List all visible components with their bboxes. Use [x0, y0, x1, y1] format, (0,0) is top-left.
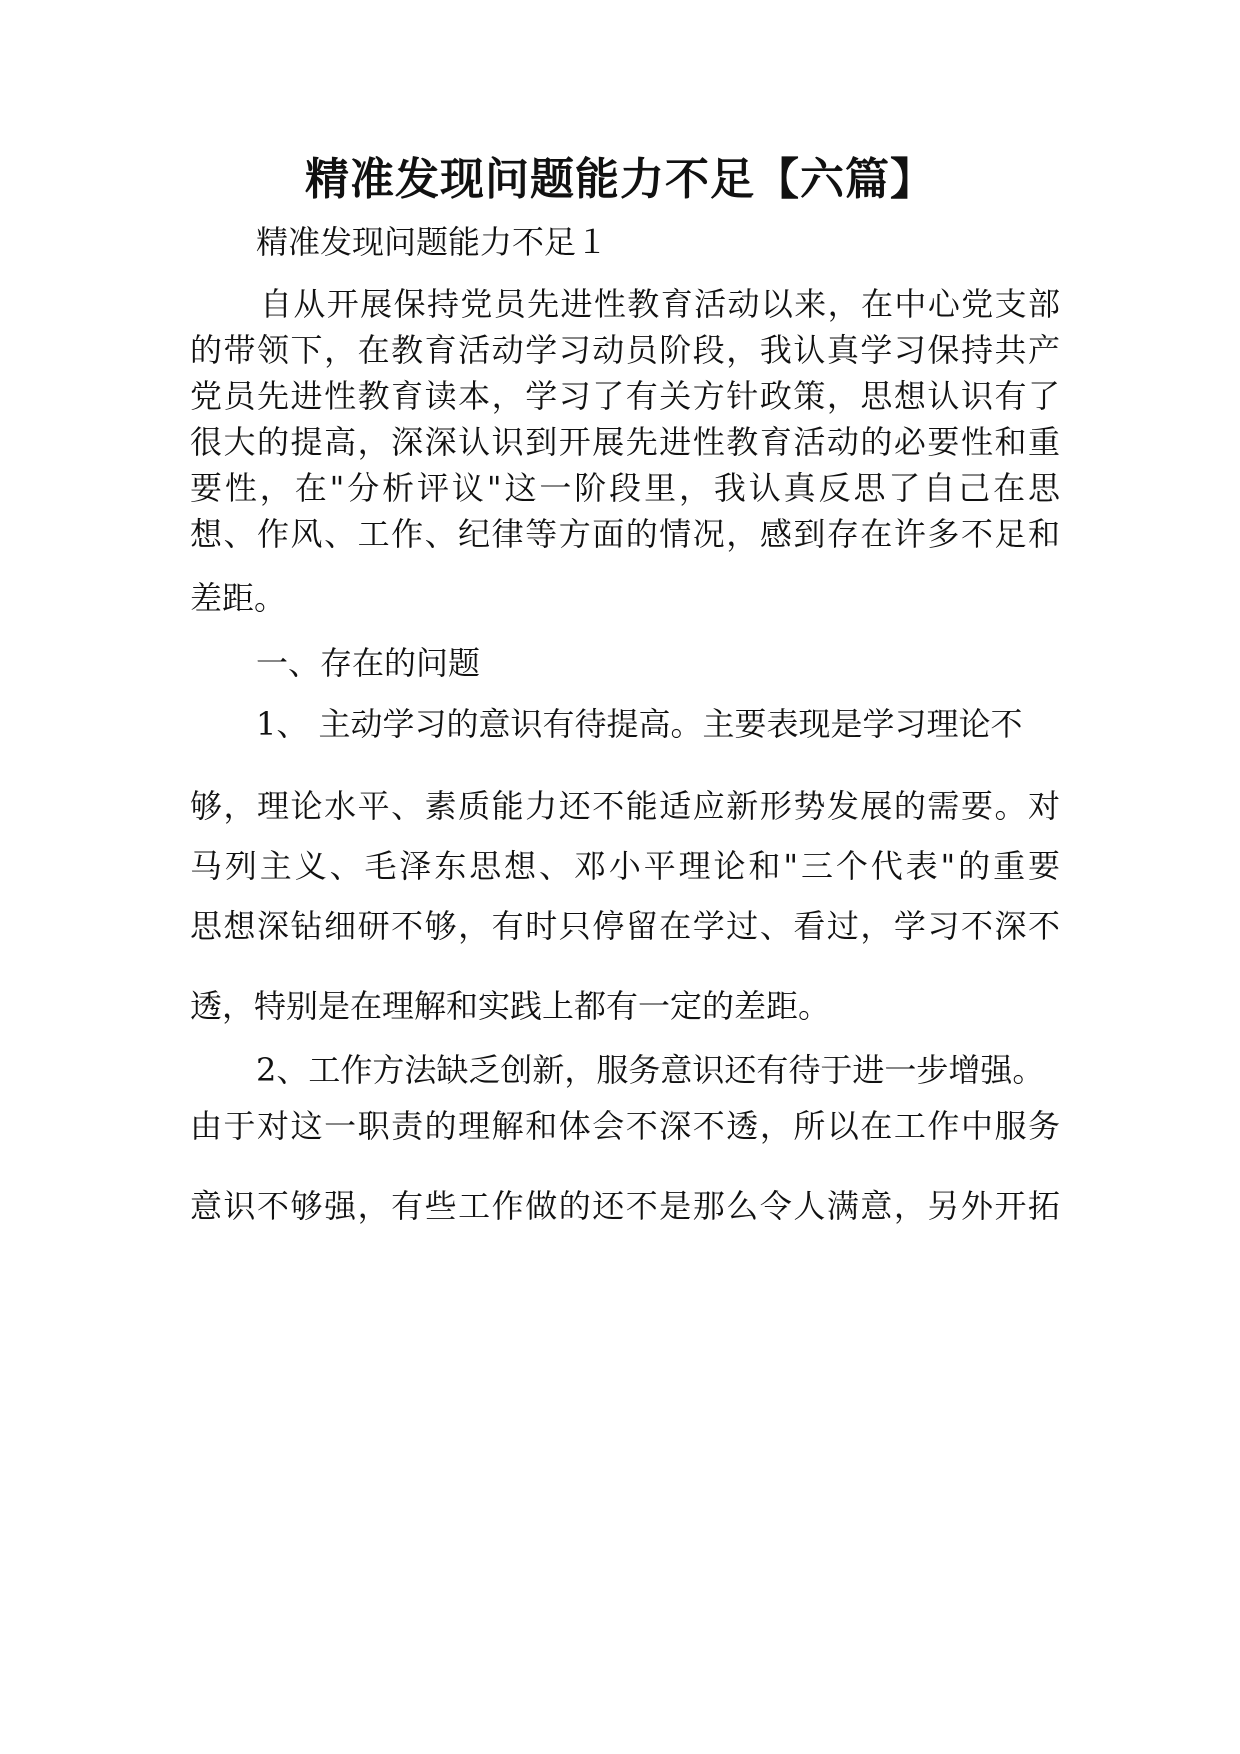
paragraph-line: 差距。	[190, 579, 287, 617]
paragraph-line: 意识不够强，有些工作做的还不是那么令人满意，另外开拓	[190, 1187, 1060, 1225]
paragraph-line: 马列主义、毛泽东思想、邓小平理论和"三个代表"的重要	[190, 847, 1060, 885]
paragraph-line: 1、 主动学习的意识有待提高。主要表现是学习理论不	[256, 705, 1023, 743]
paragraph-line: 要性，在"分析评议"这一阶段里，我认真反思了自己在思	[190, 469, 1060, 507]
paragraph-line: 想、作风、工作、纪律等方面的情况，感到存在许多不足和	[190, 515, 1060, 553]
paragraph-line: 自从开展保持党员先进性教育活动以来，在中心党支部	[260, 285, 1060, 323]
paragraph-line: 很大的提高，深深认识到开展先进性教育活动的必要性和重	[190, 423, 1060, 461]
paragraph-line: 透，特别是在理解和实践上都有一定的差距。	[190, 987, 831, 1025]
section-heading: 一、存在的问题	[256, 644, 481, 682]
paragraph-line: 的带领下，在教育活动学习动员阶段，我认真学习保持共产	[190, 331, 1060, 369]
paragraph-line: 党员先进性教育读本，学习了有关方针政策，思想认识有了	[190, 377, 1060, 415]
paragraph-line: 2、工作方法缺乏创新，服务意识还有待于进一步增强。	[256, 1051, 1045, 1089]
paragraph-line: 由于对这一职责的理解和体会不深不透，所以在工作中服务	[190, 1107, 1060, 1145]
paragraph-line: 思想深钻细研不够，有时只停留在学过、看过，学习不深不	[190, 907, 1060, 945]
paragraph-line: 够，理论水平、素质能力还不能适应新形势发展的需要。对	[190, 787, 1060, 825]
document-title: 精准发现问题能力不足【六篇】	[305, 154, 935, 205]
section-subtitle: 精准发现问题能力不足１	[256, 223, 609, 261]
